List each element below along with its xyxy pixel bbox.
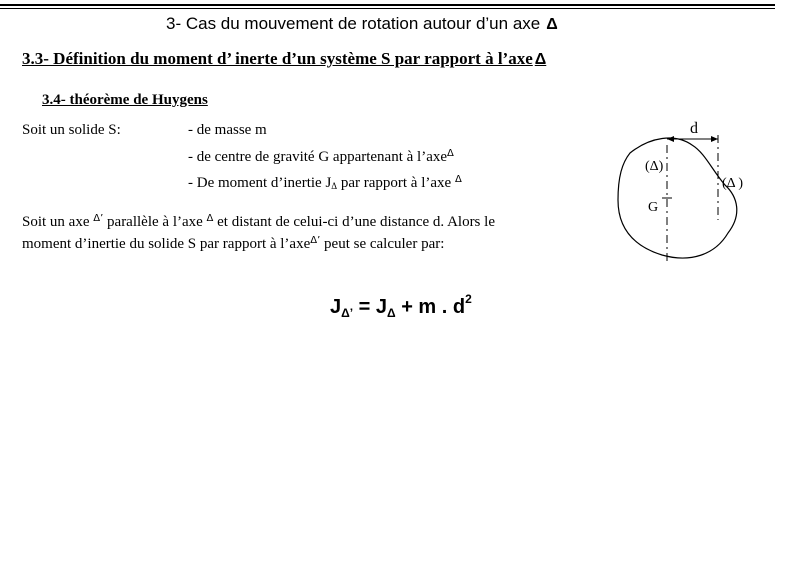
label-delta: (Δ) [645,159,664,174]
solid-outline [618,138,737,258]
huygens-formula: $J_{\Delta’} = J_\Delta + m$ . $d^2$ [330,292,472,320]
bullet-mass: - de masse m [188,122,267,138]
page-title: 3- Cas du mouvement de rotation autour d’un axe Δ [166,14,558,33]
section-heading: 3.4- théorème de Huygens [42,92,208,108]
arrow-head-right [711,136,718,142]
arrow-head-left [667,136,674,142]
huygens-figure [600,115,770,270]
delta-symbol: Δ [534,51,547,68]
paragraph-line-2: moment d’inertie du solide S par rapport à l’axe$^{\Delta’}$ peut se calculer par: [22,235,445,252]
subtitle: 3.3- Définition du moment d’ inerte d’un système S par rapport à l’axe Δ [22,49,547,68]
label-d: d [690,120,698,137]
paragraph-line-1: Soit un axe $^{\Delta’}$ parallèle à l’axe $^\Delta$ et distant de celui-ci d’une distance d. Alors le [22,213,495,230]
top-rule [0,4,775,6]
intro-text: Soit un solide S: [22,122,121,138]
delta-symbol: Δ [546,16,558,33]
bullet-gravity: - de centre de gravité G appartenant à l’axe$^\Delta$ [188,148,454,165]
label-delta-prime: (Δ ) [722,176,744,191]
top-rule-thin [0,8,775,9]
label-g: G [648,200,659,215]
bullet-inertia: - De moment d’inertie $J_\Delta$ par rapport à l’axe $^\Delta$ [188,174,462,191]
